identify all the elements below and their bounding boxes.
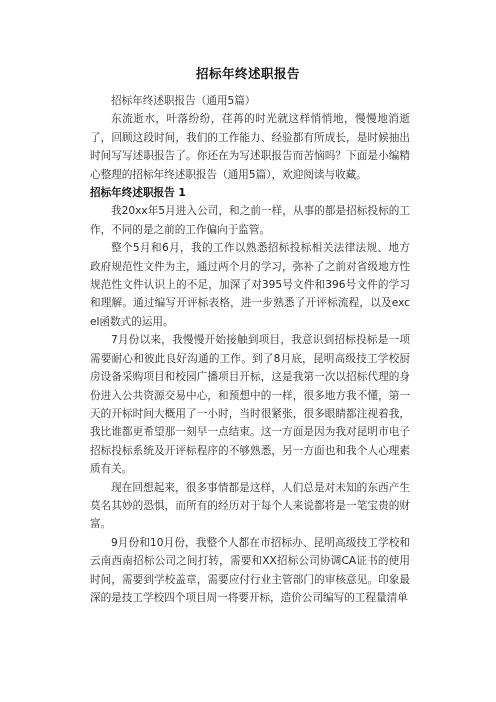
document-title: 招标年终述职报告 (195, 66, 300, 81)
intro-paragraph: 东流逝水，叶落纷纷，荏苒的时光就这样悄悄地，慢慢地消逝了，回顾这段时间，我们的工作能力、经验都有所成长，是时候抽出时间写写述职报告了。你还在为写述职报告而苦恼吗？下面是小编精心整理的招标年终述职报告（通用5篇），欢迎阅读与收藏。 (90, 113, 410, 181)
body-paragraph: 9月份和10月份，我整个人都在市招标办、昆明高级技工学校和云南西南招标公司之间打转，需要和XX招标公司协调CA证书的使用时间，需要到学校盖章，需要应付行业主管部门的审核意见。印象最深的是技工学校四个项目周一将要开标，造价公司编写的工程量清单 (90, 536, 410, 604)
body-paragraph: 7月份以来，我慢慢开始接触到项目，我意识到招标投标是一项需要耐心和彼此良好沟通的工作。到了8月底，昆明高级技工学校厨房设备采购项目和校园广播项目开标，这是我第一次以招标代理的身份进入公共资源交易中心，和预想中的一样，很多地方我不懂，第一天的开标时间大概用了一小时，当时很紧张，很多眼睛都注视着我，我比谁都更希望那一刻早一点结束。这一方面是因为我对昆明市电子招标投标系统及开评标程序的不够熟悉，另一方面也和我个人心理素质有关。 (90, 334, 410, 476)
body-paragraph: 整个5月和6月，我的工作以熟悉招标投标相关法律法规、地方政府规范性文件为主，通过两个月的学习，弥补了之前对省级地方性规范性文件认识上的不足，加深了对395号文件和396号文件的学习和理解。通过编写开评标表格，进一步熟悉了开评标流程，以及excel函数式的运用。 (90, 242, 410, 328)
body-paragraph: 我20xx年5月进入公司，和之前一样，从事的都是招标投标的工作，不同的是之前的工作偏向于监管。 (90, 205, 410, 236)
document-body (90, 92, 410, 607)
body-paragraph: 现在回想起来，很多事情都是这样，人们总是对未知的东西产生莫名其妙的恐惧，而所有的经历对于每个人来说都将是一笔宝贵的财富。 (90, 481, 410, 531)
section-heading: 招标年终述职报告 1 (90, 187, 186, 200)
intro-subtitle-paragraph: 招标年终述职报告（通用5篇） (111, 95, 256, 107)
